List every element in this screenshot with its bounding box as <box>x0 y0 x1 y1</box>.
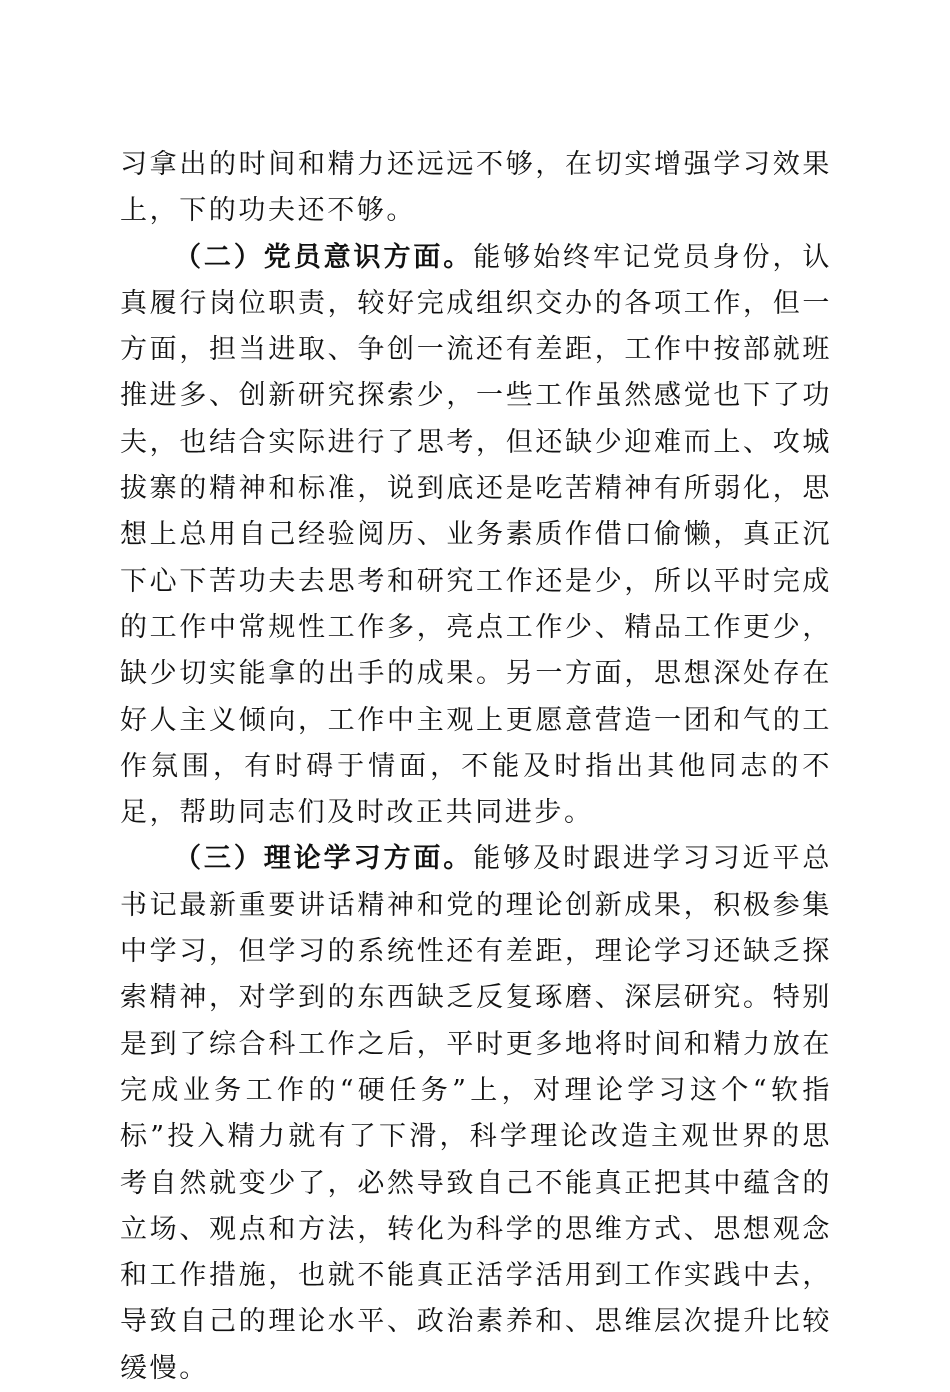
paragraph-heading: （三）理论学习方面。 <box>174 843 474 875</box>
paragraph-theory-study <box>120 836 832 1392</box>
paragraph-heading: （二）党员意识方面。 <box>174 241 474 273</box>
paragraph-party-awareness <box>120 235 832 837</box>
paragraph-body: 能够始终牢记党员身份，认真履行岗位职责，较好完成组织交办的各项工作，但一方面，担当进取、争创一流还有差距，工作中按部就班推进多、创新研究探索少，一些工作虽然感觉也下了功夫，也结合实际进行了思考，但还缺少迎难而上、攻城拔寨的精神和标准，说到底还是吃苦精神有所弱化，思想上总用自己经验阅历、业务素质作借口偷懒，真正沉下心下苦功夫去思考和研究工作还是少，所以平时完成的工作中常规性工作多，亮点工作少、精品工作更少，缺少切实能拿的出手的成果。另一方面，思想深处存在好人主义倾向，工作中主观上更愿意营造一团和气的工作氛围，有时碍于情面，不能及时指出其他同志的不足，帮助同志们及时改正共同进步。 <box>120 241 833 829</box>
paragraph-body: 能够及时跟进学习习近平总书记最新重要讲话精神和党的理论创新成果，积极参集中学习，但学习的系统性还有差距，理论学习还缺乏探索精神，对学到的东西缺乏反复琢磨、深层研究。特别是到了综合科工作之后，平时更多地将时间和精力放在完成业务工作的“硬任务”上，对理论学习这个“软指标”投入精力就有了下滑，科学理论改造主观世界的思考自然就变少了，必然导致自己不能真正把其中蕴含的立场、观点和方法，转化为科学的思维方式、思想观念和工作措施，也就不能真正活学活用到工作实践中去，导致自己的理论水平、政治素养和、思维层次提升比较缓慢。 <box>120 843 833 1384</box>
document-body <box>120 142 832 1392</box>
paragraph-body: 习拿出的时间和精力还远远不够，在切实增强学习效果上，下的功夫还不够。 <box>120 149 832 227</box>
paragraph-continuation <box>120 142 832 235</box>
